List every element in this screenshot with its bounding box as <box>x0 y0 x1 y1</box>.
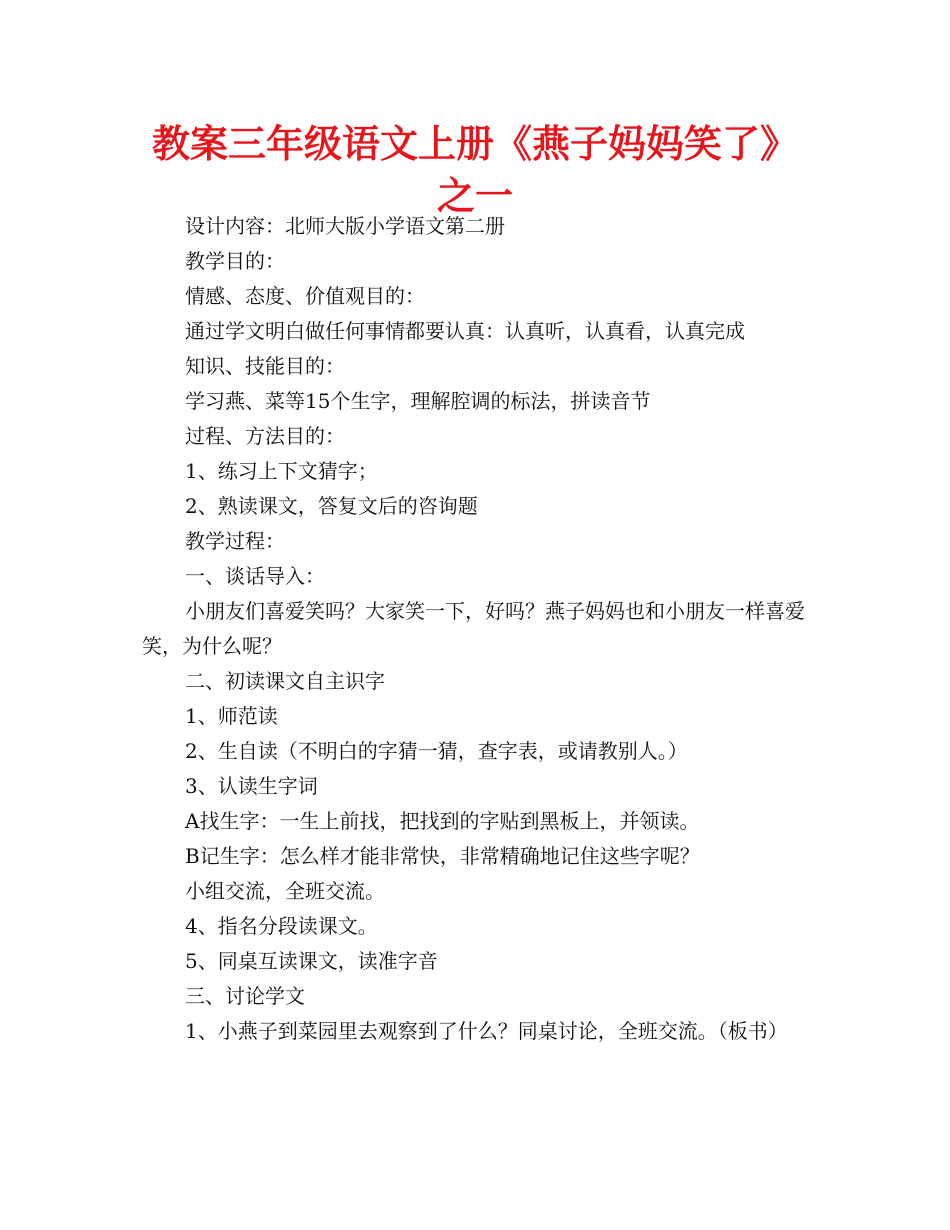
paragraph: 一、谈话导入： <box>185 564 325 588</box>
paragraph: 二、初读课文自主识字 <box>185 669 385 693</box>
paragraph: 小朋友们喜爱笑吗？大家笑一下，好吗？燕子妈妈也和小朋友一样喜爱笑，为什么呢？ <box>142 599 805 658</box>
paragraph: 设计内容：北师大版小学语文第二册 <box>185 214 505 238</box>
paragraph: 1、练习上下文猜字； <box>185 459 378 483</box>
paragraph: 1、小燕子到菜园里去观察到了什么？同桌讨论，全班交流。（板书） <box>185 1019 788 1043</box>
paragraph: 教学目的： <box>185 249 285 273</box>
paragraph: 学习燕、菜等15个生字，理解腔调的标法，拼读音节 <box>185 389 651 413</box>
paragraph: 2、生自读（不明白的字猜一猜，查字表，或请教别人。） <box>185 739 688 763</box>
paragraph: 知识、技能目的： <box>185 354 345 378</box>
paragraph: 情感、态度、价值观目的： <box>185 284 425 308</box>
paragraph: 2、熟读课文，答复文后的咨询题 <box>185 494 478 518</box>
paragraph: B记生字：怎么样才能非常快，非常精确地记住这些字呢？ <box>185 844 700 868</box>
paragraph: 3、认读生字词 <box>185 774 318 798</box>
paragraph: 小组交流，全班交流。 <box>185 879 385 903</box>
paragraph: 5、同桌互读课文，读准字音 <box>185 949 438 973</box>
document-body <box>142 209 814 1049</box>
paragraph: A找生字：一生上前找，把找到的字贴到黑板上，并领读。 <box>185 809 700 833</box>
paragraph: 4、指名分段读课文。 <box>185 914 378 938</box>
document-title: 教案三年级语文上册《燕子妈妈笑了》之一 <box>151 122 798 218</box>
paragraph: 三、讨论学文 <box>185 984 305 1008</box>
paragraph: 1、师范读 <box>185 704 278 728</box>
paragraph: 教学过程： <box>185 529 285 553</box>
paragraph: 通过学文明白做任何事情都要认真：认真听，认真看，认真完成 <box>185 319 745 343</box>
paragraph: 过程、方法目的： <box>185 424 345 448</box>
